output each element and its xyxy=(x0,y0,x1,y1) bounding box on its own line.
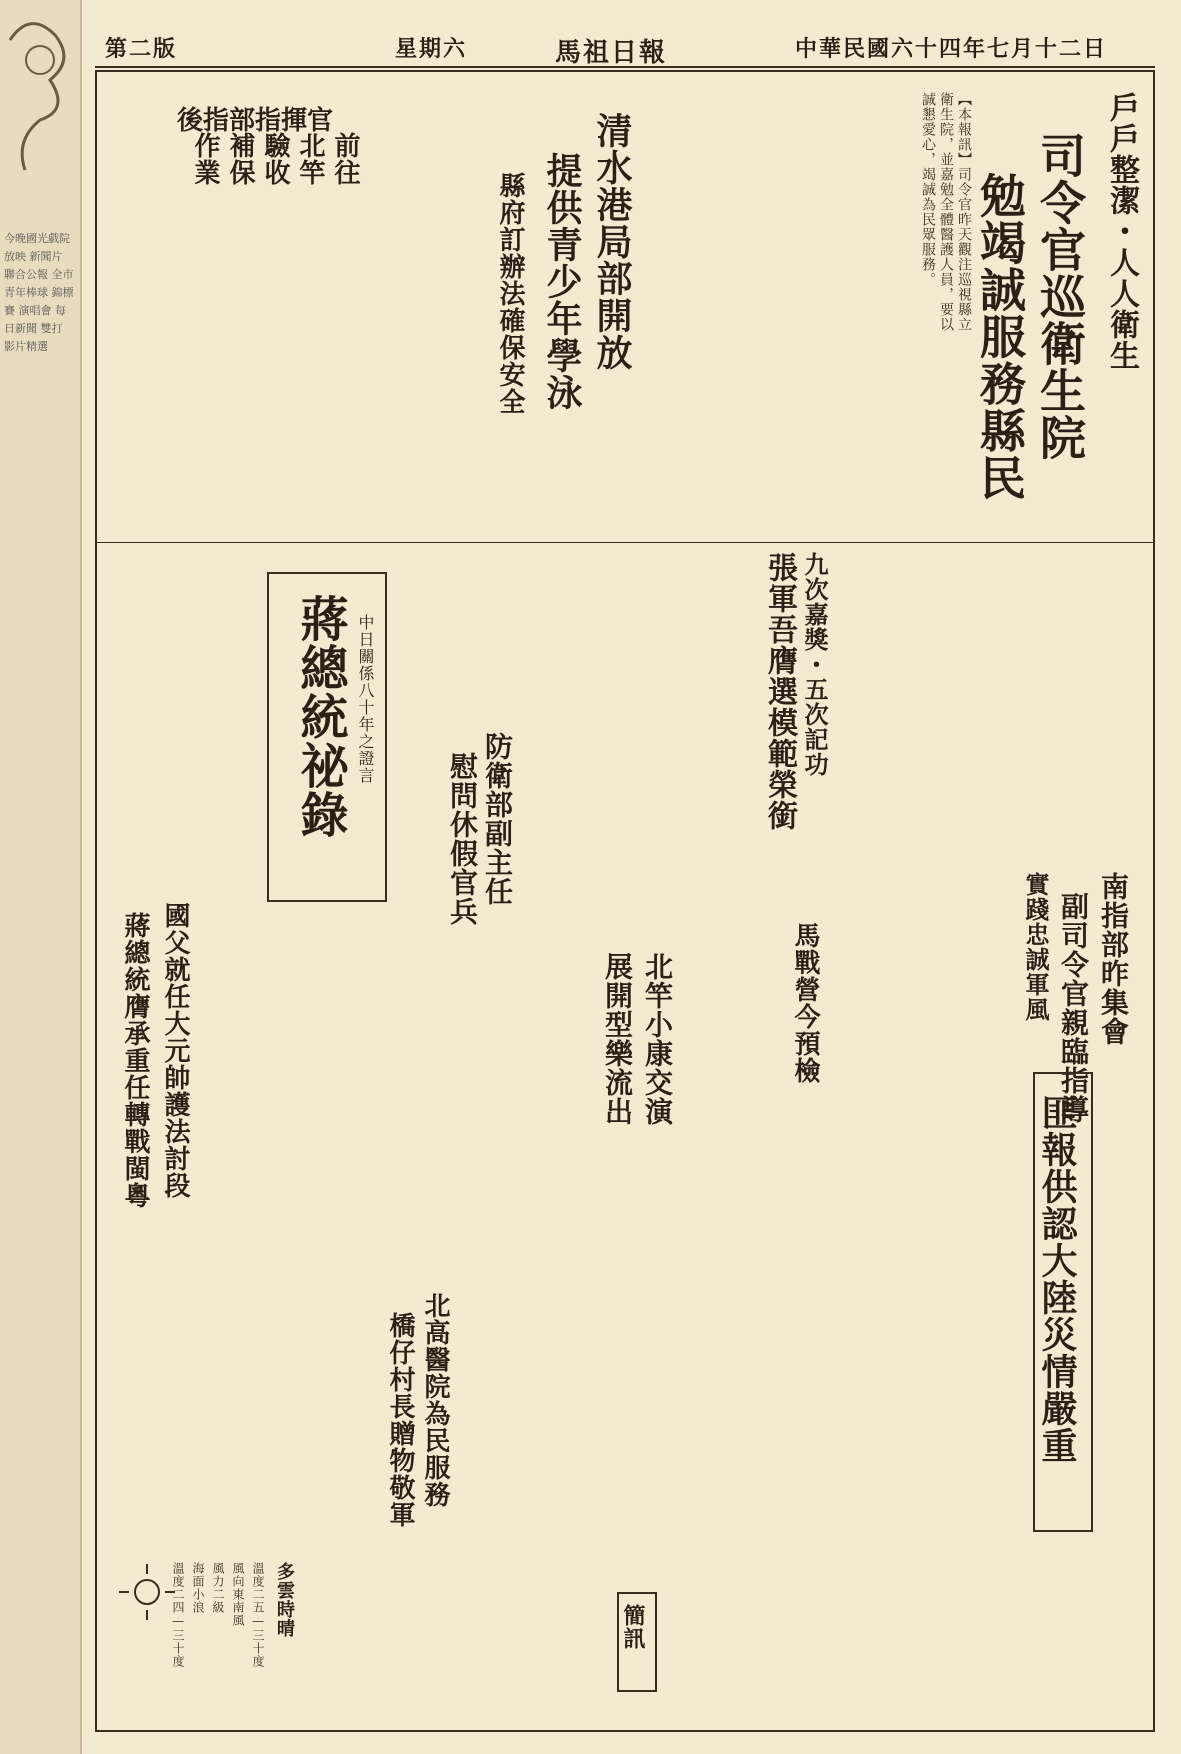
day-label: 星期六 xyxy=(395,36,468,62)
hygiene-body: 【本報訊】司令官昨天觀注巡視縣立衛生院，並嘉勉全體醫護人員，要以誠懇愛心，竭誠為民眾服務。 xyxy=(920,92,972,332)
masthead xyxy=(95,28,1155,68)
swim-subtitle: 縣府訂辦法確保安全 xyxy=(495,172,525,415)
horse-title: 馬戰營今預檢 xyxy=(790,922,820,1084)
weather-row-3: 風力二級 xyxy=(211,1562,225,1614)
visit-title-2: 慰問休假官兵 xyxy=(446,752,479,926)
southcmd-title-3: 實踐忠誠軍風 xyxy=(1021,872,1050,1022)
weather-row-2: 風向東南風 xyxy=(231,1562,245,1627)
hygiene-kicker: 戶戶整潔・人人衛生 xyxy=(1104,92,1139,371)
exhibit-title-1: 北竿小康交演 xyxy=(641,952,674,1126)
weather-box xyxy=(107,1552,307,1722)
frontline-title: 後指部指揮官 xyxy=(177,106,334,136)
secret-record-box xyxy=(267,572,387,902)
frontline-item-2: 北竿 xyxy=(295,132,325,186)
exhibit-title-2: 展開型樂流出 xyxy=(601,952,634,1126)
brief-box xyxy=(617,1592,657,1692)
swim-title-1: 清水港局部開放 xyxy=(591,112,633,371)
disaster-title: 匪報供認大陸災情嚴重 xyxy=(1036,1094,1078,1464)
edition-label: 第二版 xyxy=(105,36,178,62)
southcmd-title-1: 南指部昨集會 xyxy=(1097,872,1130,1046)
father-title-1: 國父就任大元帥護法討段 xyxy=(160,902,190,1199)
swim-title-2: 提供青少年學泳 xyxy=(541,152,583,411)
disaster-box xyxy=(1033,1072,1093,1532)
brief-title: 簡訊 xyxy=(620,1604,646,1650)
frontline-item-4: 補保 xyxy=(225,132,255,186)
content-frame xyxy=(95,70,1155,1732)
left-binding xyxy=(0,0,82,1754)
hospital-title-1: 北高醫院為民服務 xyxy=(420,1292,450,1508)
divider xyxy=(97,542,1153,543)
weather-row-4: 海面小浪 xyxy=(191,1562,205,1614)
sun-icon xyxy=(117,1562,177,1622)
frontline-item-5: 作業 xyxy=(190,132,220,186)
cloud-ornament-icon xyxy=(0,0,80,190)
visit-title-1: 防衛部副主任 xyxy=(481,732,514,906)
date-label: 中華民國六十四年七月十二日 xyxy=(795,36,1108,62)
father-title-2: 蔣總統膺承重任轉戰閩粵 xyxy=(120,912,150,1209)
model-subtitle: 九次嘉獎・五次記功 xyxy=(800,552,829,777)
frontline-item-3: 驗收 xyxy=(260,132,290,186)
southcmd-title-2: 副司令官親臨指導 xyxy=(1057,892,1090,1124)
hospital-title-2: 橋仔村長贈物敬軍 xyxy=(385,1312,415,1528)
weather-title: 多雲時晴 xyxy=(274,1562,295,1638)
secret-title: 蔣總統祕錄 xyxy=(292,594,348,839)
weather-row-1: 溫度二五—三十度 xyxy=(251,1562,265,1668)
secret-subtitle: 中日關係八十年之證言 xyxy=(356,614,375,784)
model-title: 張軍吾膺選模範榮銜 xyxy=(762,552,797,831)
program-listing: 今晚國光戲院放映 新聞片 聯合公報 全市青年棒球 錦標賽 演唱會 每日新聞 雙打 影片精選 xyxy=(4,232,74,353)
hygiene-title-1: 司令官巡衛生院 xyxy=(1033,132,1087,461)
weather-row-5: 溫度二四—三十度 xyxy=(171,1562,185,1668)
paper-name: 馬祖日報 xyxy=(555,38,668,68)
frontline-item-1: 前往 xyxy=(330,132,360,186)
hygiene-title-2: 勉竭誠服務縣民 xyxy=(973,172,1027,501)
